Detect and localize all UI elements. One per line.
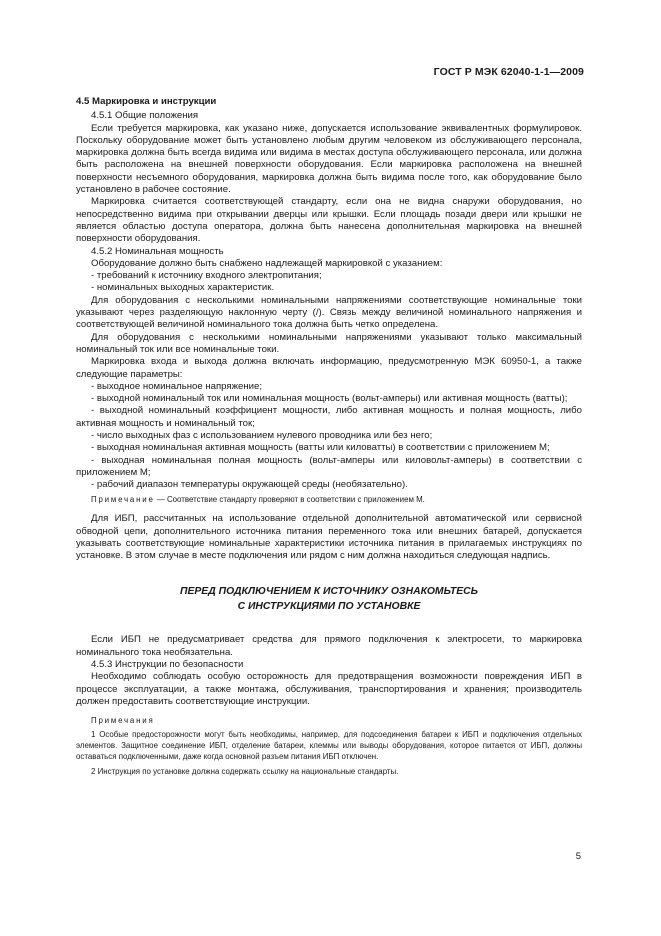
warning-line-2: С ИНСТРУКЦИЯМИ ПО УСТАНОВКЕ	[237, 601, 421, 613]
warning-label	[76, 584, 582, 614]
list-item: - рабочий диапазон температуры окружающей среды (необязательно).	[91, 479, 408, 491]
subsection-4-5-3: 4.5.3 Инструкции по безопасности	[91, 659, 244, 671]
list-item: - требований к источнику входного электропитания;	[91, 270, 322, 282]
paragraph-no-mains: Если ИБП не предусматривает средства для прямого подключения к электросети, то маркировка номинального тока необязательна.	[76, 634, 582, 658]
paragraph-general-2: Маркировка считается соответствующей стандарту, если она не видна снаружи оборудования, но непосредственно видима при открывании дверцы или крышки. Если площадь позади двери или крышки не является областью доступа оператора, должна быть нанесена дополнительная маркировка на внешней поверхности оборудования.	[76, 196, 582, 245]
paragraph-multi-voltage: Для оборудования с несколькими номинальными напряжениями соответствующие номинальные токи указывают через разделяющую наклонную черту (/). Связь между величиной номинального напряжения и соответствующей величиной номинального тока должна быть четко определена.	[76, 294, 582, 331]
section-title: 4.5 Маркировка и инструкции	[76, 96, 217, 107]
note-1: 1 Особые предосторожности могут быть необходимы, например, для подсоединения батареи к ИБП и подключения отдельных элементов. Защитное соединение ИБП, отделение батареи, клеммы или выводы оборудования, которое питается от ИБП, должны оставаться подключенными, даже когда основной разъем питания ИБП отключен.	[76, 730, 582, 761]
list-item: - номинальных выходных характеристик.	[91, 282, 275, 294]
paragraph-ups-bypass: Для ИБП, рассчитанных на использование отдельной дополнительной автоматической или сервисной обводной цепи, дополнительного источника питания переменного тока или внешних батарей, допускается указывать соответствующие номинальные характеристики источника питания в прилагаемых инструкциях по установке. В этом случае в месте подключения или рядом с ним должна находиться следующая надпись.	[76, 513, 582, 562]
standard-header: ГОСТ Р МЭК 62040-1-1—2009	[433, 66, 584, 78]
note-compliance	[76, 495, 582, 506]
note-text: — Соответствие стандарту проверяют в соответствии с приложением M.	[156, 494, 425, 504]
list-item: - выходной номинальный ток или номинальная мощность (вольт-амперы) или активная мощность (ватты);	[91, 393, 568, 405]
paragraph-rating-intro: Оборудование должно быть снабжено надлежащей маркировкой с указанием:	[91, 257, 443, 269]
list-item: - выходное номинальное напряжение;	[91, 380, 263, 392]
list-item: - выходной номинальный коэффициент мощности, либо активная мощность и полная мощность, либо активная мощность и номинальный ток;	[76, 405, 582, 429]
subsection-4-5-2: 4.5.2 Номинальная мощность	[91, 245, 224, 257]
note-label: Примечание	[91, 494, 155, 504]
paragraph-max-current: Для оборудования с несколькими номинальными напряжениями указывают только максимальный номинальный ток или все номинальные токи.	[76, 331, 582, 355]
list-item: - выходная номинальная активная мощность (ватты или киловатты) в соответствии с приложением M;	[91, 442, 550, 454]
list-item: - выходная номинальная полная мощность (вольт-амперы или киловольт-амперы) в соответствии с приложением M;	[76, 454, 582, 478]
notes-heading	[76, 716, 582, 727]
subsection-4-5-1: 4.5.1 Общие положения	[91, 110, 199, 122]
paragraph-io-marking: Маркировка входа и выхода должна включать информацию, предусмотренную МЭК 60950-1, а также следующие параметры:	[76, 356, 582, 380]
list-item: - число выходных фаз с использованием нулевого проводника или без него;	[91, 430, 433, 442]
paragraph-general-1: Если требуется маркировка, как указано ниже, допускается использование эквивалентных формулировок. Поскольку оборудование может быть установлено любым другим человеком из обслуживающего персонала, маркировка должна быть всегда видима или видима в местах доступа обслуживающего персонала, или должна быть расположена на внешней поверхности оборудования. Если маркировка расположена на внешней поверхности несъемного оборудования, маркировка должна быть видима после того, как оборудование было установлено в рабочее состояние.	[76, 122, 582, 196]
warning-line-1: ПЕРЕД ПОДКЛЮЧЕНИЕМ К ИСТОЧНИКУ ОЗНАКОМЬТЕСЬ	[179, 586, 479, 598]
notes-label: Примечания	[91, 716, 155, 726]
note-2: 2 Инструкция по установке должна содержать ссылку на национальные стандарты.	[91, 767, 399, 777]
page-number: 5	[575, 851, 581, 862]
paragraph-safety: Необходимо соблюдать особую осторожность для предотвращения возможности повреждения ИБП в процессе эксплуатации, а также монтажа, обслуживания, транспортирования и хранения; производитель должен предоставить соответствующие инструкции.	[76, 671, 582, 707]
page-content	[76, 96, 582, 778]
